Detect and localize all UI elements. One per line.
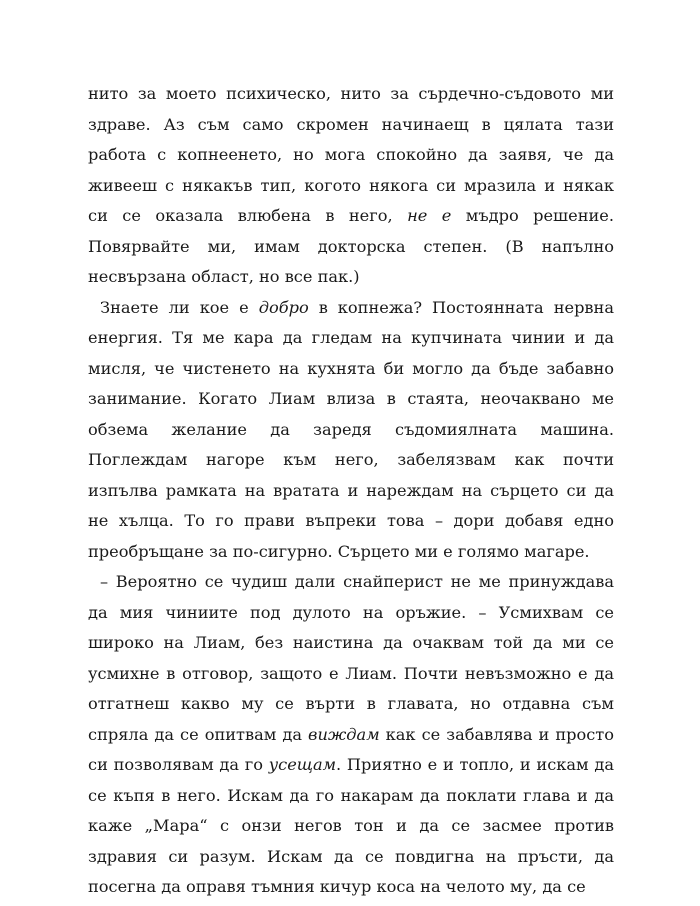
text-line <box>88 689 614 720</box>
text-segment: как се забавлява и просто <box>379 724 614 744</box>
text-line <box>88 537 614 568</box>
text-line <box>88 842 614 873</box>
text-segment: мисля, че чистенето на кухнята би могло да бъде забавно <box>88 358 614 378</box>
text-segment: Повярвайте ми, имам докторска степен. (В напълно <box>88 236 614 256</box>
text-line <box>88 110 614 141</box>
text-line <box>88 171 614 202</box>
text-line <box>88 445 614 476</box>
text-segment: . Приятно е и топло, и искам да <box>336 755 614 774</box>
text-line <box>88 415 614 446</box>
text-segment: да мия чиниите под дулото на оръжие. – Усмихвам се <box>88 602 614 622</box>
body-text <box>88 79 614 903</box>
text-line <box>88 720 614 751</box>
text-line <box>88 750 614 781</box>
text-segment: – Вероятно се чудиш дали снайперист не ме принуждава <box>100 572 614 591</box>
text-line <box>88 628 614 659</box>
text-segment: широко на Лиам, без наистина да очаквам той да ми се <box>88 633 614 652</box>
text-segment: живееш с някакъв тип, когото някога си мразила и някак <box>88 175 614 195</box>
text-segment: каже „Мара“ с онзи негов тон и да се засмее против <box>88 816 614 835</box>
text-segment: си се оказала влюбена в него, <box>88 206 408 225</box>
text-line <box>88 872 614 903</box>
text-segment: здравия си разум. Искам да се повдигна на пръсти, да <box>88 846 614 866</box>
text-segment: здраве. Аз съм само скромен начинаещ в цялата тази <box>88 114 614 134</box>
text-segment: усмихне в отговор, защото е Лиам. Почти невъзможно е да <box>88 663 614 683</box>
text-line <box>88 384 614 415</box>
text-segment: посегна да оправя тъмния кичур коса на челото му, да се <box>88 877 586 896</box>
text-line <box>88 598 614 629</box>
text-line <box>88 659 614 690</box>
text-line <box>88 781 614 812</box>
text-line <box>88 262 614 293</box>
text-line <box>88 232 614 263</box>
text-segment: се къпя в него. Искам да го накарам да поклати глава и да <box>88 785 614 805</box>
text-line <box>88 476 614 507</box>
text-segment: не хълца. То го прави въпреки това – дори добавя едно <box>88 511 614 530</box>
text-segment: несвързана област, но все пак.) <box>88 267 360 286</box>
text-segment: спряла да се опитвам да <box>88 724 309 744</box>
text-line <box>88 201 614 232</box>
text-segment: си позволявам да го <box>88 755 269 774</box>
text-segment: преобръщане за по-сигурно. Сърцето ми е голямо магаре. <box>88 541 590 561</box>
text-line <box>88 140 614 171</box>
text-line <box>88 567 614 598</box>
text-segment: мъдро решение. <box>451 206 614 225</box>
text-segment: Поглеждам нагоре към него, забелязвам как почти <box>88 450 614 469</box>
italic-text: виждам <box>308 724 380 744</box>
text-line <box>88 323 614 354</box>
text-line <box>88 354 614 385</box>
text-line <box>88 293 614 324</box>
text-line <box>88 811 614 842</box>
text-segment: работа с копнеенето, но мога спокойно да заявя, че да <box>88 145 614 164</box>
text-segment: обзема желание да заредя съдомиялната машина. <box>88 419 614 439</box>
text-segment: отгатнеш какво му се върти в главата, но отдавна съм <box>88 694 614 713</box>
text-line <box>88 506 614 537</box>
text-segment: занимание. Когато Лиам влиза в стаята, неочаквано ме <box>88 389 614 408</box>
text-segment: Знаете ли кое е <box>100 297 259 317</box>
italic-text: добро <box>258 297 309 317</box>
italic-text: усещам <box>268 755 337 774</box>
italic-text: не е <box>407 206 452 225</box>
text-segment: енергия. Тя ме кара да гледам на купчината чинии и да <box>88 328 614 347</box>
text-segment: в копнежа? Постоянната нервна <box>308 297 614 317</box>
text-segment: нито за моето психическо, нито за сърдечно-съдовото ми <box>88 84 614 103</box>
text-segment: изпълва рамката на вратата и нареждам на сърцето си да <box>88 480 614 500</box>
text-line <box>88 79 614 110</box>
